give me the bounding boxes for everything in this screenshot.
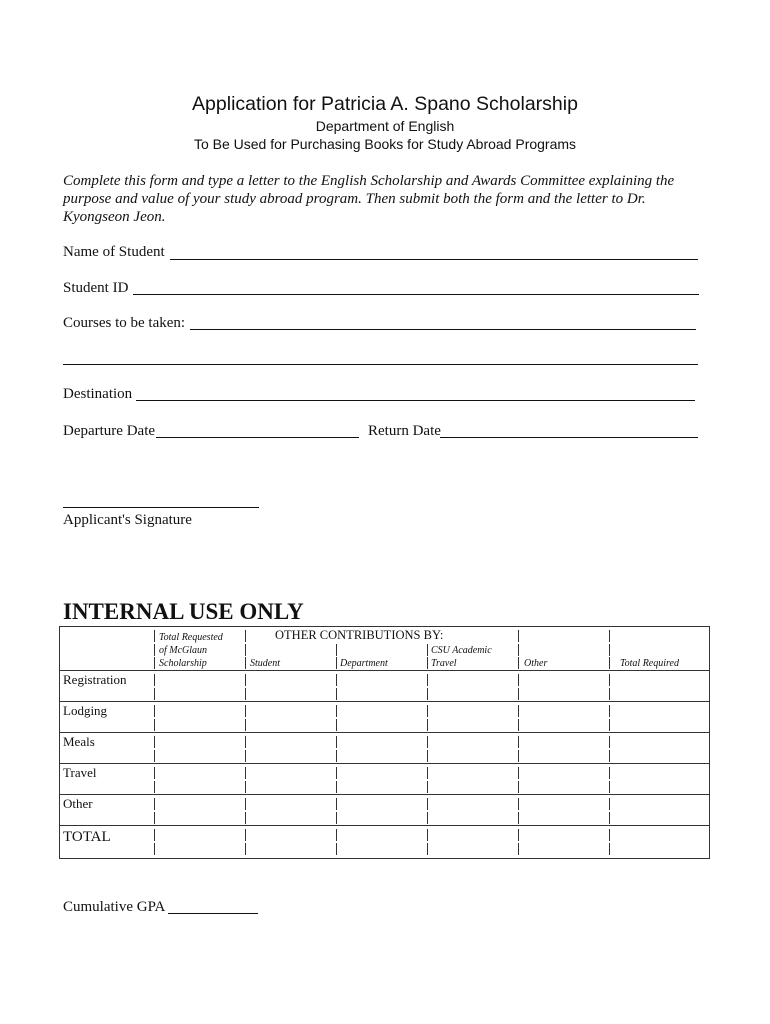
column-separator [336,750,337,762]
table-row-divider [59,825,710,826]
column-separator [245,798,246,810]
column-separator [427,644,428,656]
column-separator [245,719,246,731]
column-separator [154,798,155,810]
col-student: Student [250,658,280,669]
gpa-label: Cumulative GPA [63,899,166,915]
column-separator [427,767,428,779]
column-separator [609,705,610,717]
column-separator [518,688,519,700]
column-separator [154,767,155,779]
column-separator [245,781,246,793]
column-separator [518,750,519,762]
column-separator [518,674,519,686]
column-separator [609,798,610,810]
name-label: Name of Student [63,244,165,260]
column-separator [609,843,610,855]
col-csu-line-2: Travel [431,658,457,669]
column-separator [609,719,610,731]
column-separator [518,812,519,824]
signature-label: Applicant's Signature [63,512,192,528]
column-separator [245,767,246,779]
col-total-required: Total Required [620,658,679,669]
col-csu-line-1: CSU Academic [431,645,492,656]
column-separator [427,657,428,669]
departure-date-label: Departure Date [63,423,156,439]
table-row-divider [59,763,710,764]
column-separator [245,688,246,700]
col-department: Department [340,658,388,669]
column-separator [518,630,519,642]
column-separator [427,750,428,762]
column-separator [518,657,519,669]
column-separator [609,781,610,793]
column-separator [427,812,428,824]
column-separator [427,781,428,793]
column-separator [518,705,519,717]
column-separator [427,674,428,686]
column-separator [245,657,246,669]
row-label-lodging: Lodging [63,703,108,718]
gpa-field[interactable] [168,913,258,914]
column-separator [427,829,428,841]
courses-label: Courses to be taken: [63,315,186,331]
column-separator [427,688,428,700]
column-separator [245,829,246,841]
column-separator [518,843,519,855]
student-id-label: Student ID [63,280,129,296]
column-separator [609,829,610,841]
column-separator [154,843,155,855]
col-total-requested-line-2: of McGlaun [159,645,208,656]
column-separator [154,705,155,717]
column-separator [336,736,337,748]
column-separator [154,657,155,669]
column-separator [154,719,155,731]
destination-field[interactable] [136,400,695,401]
table-row-divider [59,732,710,733]
column-separator [154,829,155,841]
departure-date-field[interactable] [156,437,359,438]
column-separator [609,644,610,656]
column-separator [427,798,428,810]
department-subtitle: Department of English [315,118,455,134]
column-separator [154,781,155,793]
column-separator [336,781,337,793]
return-date-label: Return Date [368,423,441,439]
instructions-text: Complete this form and type a letter to the English Scholarship and Awards Committee explaining the purpose and value of your study abroad program. Then submit both the form and the letter to Dr. Kyongseon Jeon. [63,173,675,225]
col-total-requested-line-3: Scholarship [159,658,207,669]
column-separator [518,798,519,810]
col-total-requested-line-1: Total Requested [159,632,223,643]
column-separator [154,630,155,642]
column-separator [609,630,610,642]
column-separator [609,812,610,824]
column-separator [336,829,337,841]
column-separator [154,688,155,700]
column-separator [245,630,246,642]
column-separator [609,657,610,669]
column-separator [245,843,246,855]
name-field[interactable] [170,259,698,260]
column-separator [518,781,519,793]
column-separator [518,719,519,731]
column-separator [336,767,337,779]
column-separator [336,798,337,810]
column-separator [245,705,246,717]
column-separator [245,812,246,824]
column-separator [427,843,428,855]
column-separator [336,674,337,686]
column-separator [154,736,155,748]
row-label-total: TOTAL [63,829,111,845]
column-separator [609,688,610,700]
column-separator [154,674,155,686]
signature-field[interactable] [63,507,259,508]
column-separator [518,644,519,656]
table-row-divider [59,794,710,795]
column-separator [518,829,519,841]
column-separator [336,644,337,656]
column-separator [427,736,428,748]
column-separator [336,843,337,855]
column-separator [245,736,246,748]
column-separator [336,812,337,824]
row-label-other: Other [63,796,93,811]
destination-label: Destination [63,386,133,402]
column-separator [609,750,610,762]
column-separator [609,767,610,779]
column-separator [336,657,337,669]
column-separator [427,719,428,731]
column-separator [336,688,337,700]
row-label-registration: Registration [63,672,127,687]
column-separator [609,674,610,686]
column-separator [154,812,155,824]
column-separator [609,736,610,748]
column-separator [336,705,337,717]
column-separator [154,750,155,762]
column-separator [427,705,428,717]
form-title: Application for Patricia A. Spano Scholarship [192,93,578,115]
column-separator [336,719,337,731]
courses-field[interactable] [190,329,696,330]
column-separator [245,674,246,686]
student-id-field[interactable] [133,294,699,295]
col-other: Other [524,658,548,669]
table-row-divider [59,701,710,702]
column-separator [154,644,155,656]
courses-field-line-2[interactable] [63,364,698,365]
return-date-field[interactable] [440,437,698,438]
column-separator [245,644,246,656]
table-header-divider [59,670,710,671]
column-separator [518,767,519,779]
other-contributions-heading: OTHER CONTRIBUTIONS BY: [275,628,444,642]
purpose-subtitle: To Be Used for Purchasing Books for Study Abroad Programs [193,136,577,152]
row-label-meals: Meals [63,734,95,749]
column-separator [518,736,519,748]
column-separator [245,750,246,762]
row-label-travel: Travel [63,765,97,780]
internal-use-heading: INTERNAL USE ONLY [63,599,304,624]
